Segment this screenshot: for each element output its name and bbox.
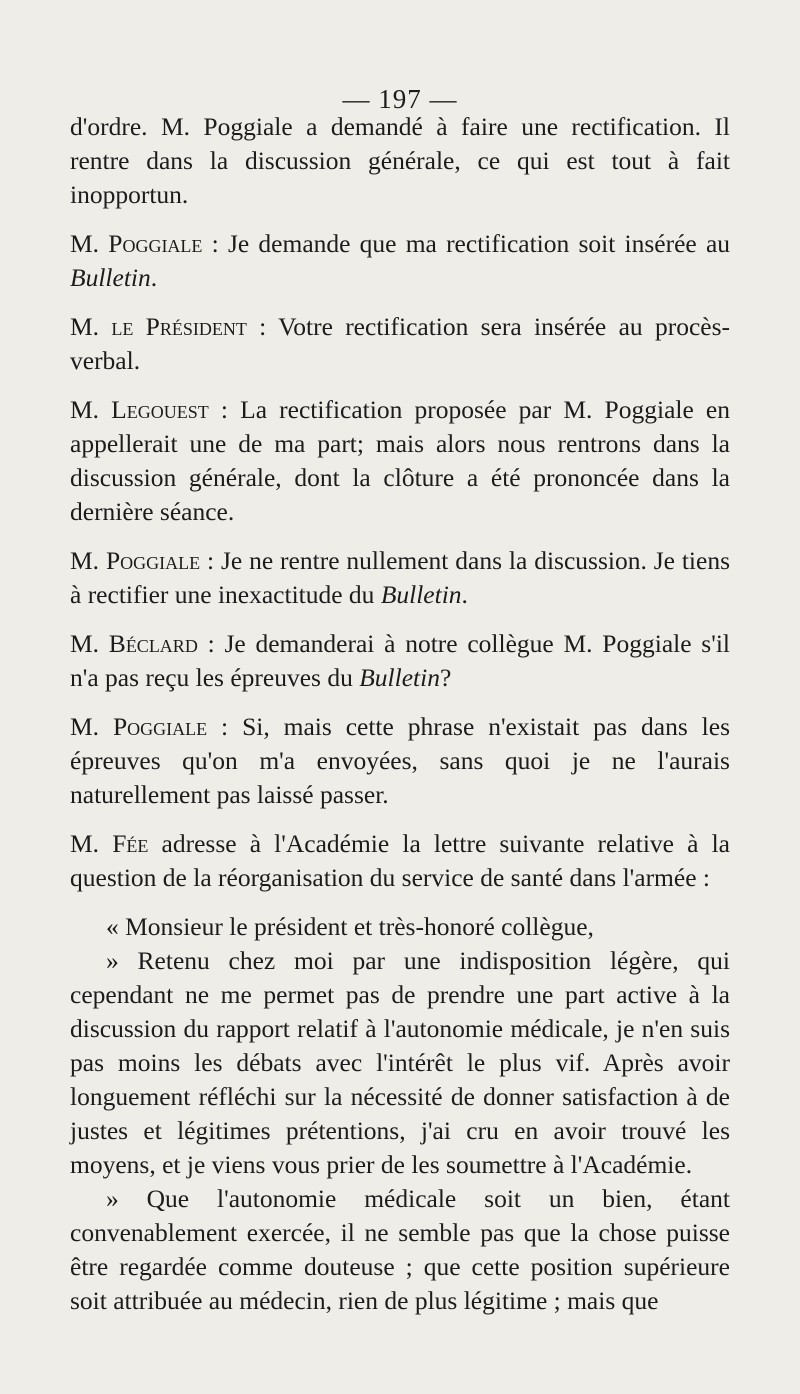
paragraph-1 xyxy=(70,110,730,212)
letter-paragraph-1: » Retenu chez moi par une indisposition légère, qui cependant ne me permet pas de prendre une part active à la discussion du rapport relatif à l'autonomie médicale, je n'en suis pas moins les débats avec l'intérêt le plus vif. Après avoir longuement réfléchi sur la nécessité de donner satisfaction à de justes et légitimes prétentions, j'ai cru en avoir trouvé les moyens, et je viens vous prier de les soumettre à l'Académie. xyxy=(70,946,730,1179)
bulletin-title: Bulletin xyxy=(359,663,440,692)
paragraph-text-end: ? xyxy=(439,663,452,692)
paragraph-8 xyxy=(70,827,730,895)
paragraph-text: Je demanderai à notre collègue M. Poggiale s'il n'a pas reçu les épreuves du xyxy=(70,629,730,692)
speaker-name: M. Poggiale : xyxy=(70,229,219,258)
paragraph-text-end: . xyxy=(461,580,468,609)
bulletin-title: Bulletin xyxy=(70,263,151,292)
paragraph-text: Je ne rentre nullement dans la discussion. Je tiens à rectifier une inexactitude du xyxy=(70,546,731,609)
paragraph-text: adresse à l'Académie la lettre suivante relative à la question de la réorganisation du service de santé dans l'armée : xyxy=(70,829,731,892)
speaker-name: M. Poggiale : xyxy=(70,712,229,741)
letter-paragraph-2: » Que l'autonomie médicale soit un bien, étant convenablement exercée, il ne semble pas que la chose puisse être regardée comme douteuse ; que cette position supérieure soit attribuée au médecin, rien de plus légitime ; mais que xyxy=(70,1184,730,1315)
paragraph-text: La rectification proposée par M. Poggiale en appellerait une de ma part; mais alors nous rentrons dans la discussion générale, dont la clôture a été prononcée dans la dernière séance. xyxy=(70,395,730,526)
paragraph-2 xyxy=(70,227,730,295)
letter-salutation: « Monsieur le président et très-honoré collègue, xyxy=(106,912,594,941)
paragraph-text: Si, mais cette phrase n'existait pas dans les épreuves qu'on m'a envoyées, sans quoi je ne l'aurais naturellement pas laissé passer. xyxy=(70,712,731,809)
paragraph-text: d'ordre. M. Poggiale a demandé à faire une rectification. Il rentre dans la discussion générale, ce qui est tout à fait inopportun. xyxy=(70,112,730,209)
paragraph-7 xyxy=(70,710,730,812)
paragraph-6 xyxy=(70,627,730,695)
paragraph-text-end: . xyxy=(150,263,158,292)
paragraph-5 xyxy=(70,544,730,612)
speaker-name: M. Poggiale : xyxy=(70,546,215,575)
speaker-name: M. Béclard : xyxy=(70,629,215,658)
page-number: — 197 — xyxy=(342,84,458,114)
paragraph-4 xyxy=(70,393,730,529)
paragraph-text: Votre rectification sera insérée au procès-verbal. xyxy=(70,312,730,375)
speaker-name: M. Legouest : xyxy=(70,395,228,424)
paragraph-text: Je demande que ma rectification soit insérée au xyxy=(227,229,731,258)
speaker-name: M. le Président : xyxy=(70,312,267,341)
bulletin-title: Bulletin xyxy=(380,580,462,609)
paragraph-3 xyxy=(70,310,730,378)
speaker-name: M. Fée xyxy=(70,829,149,858)
